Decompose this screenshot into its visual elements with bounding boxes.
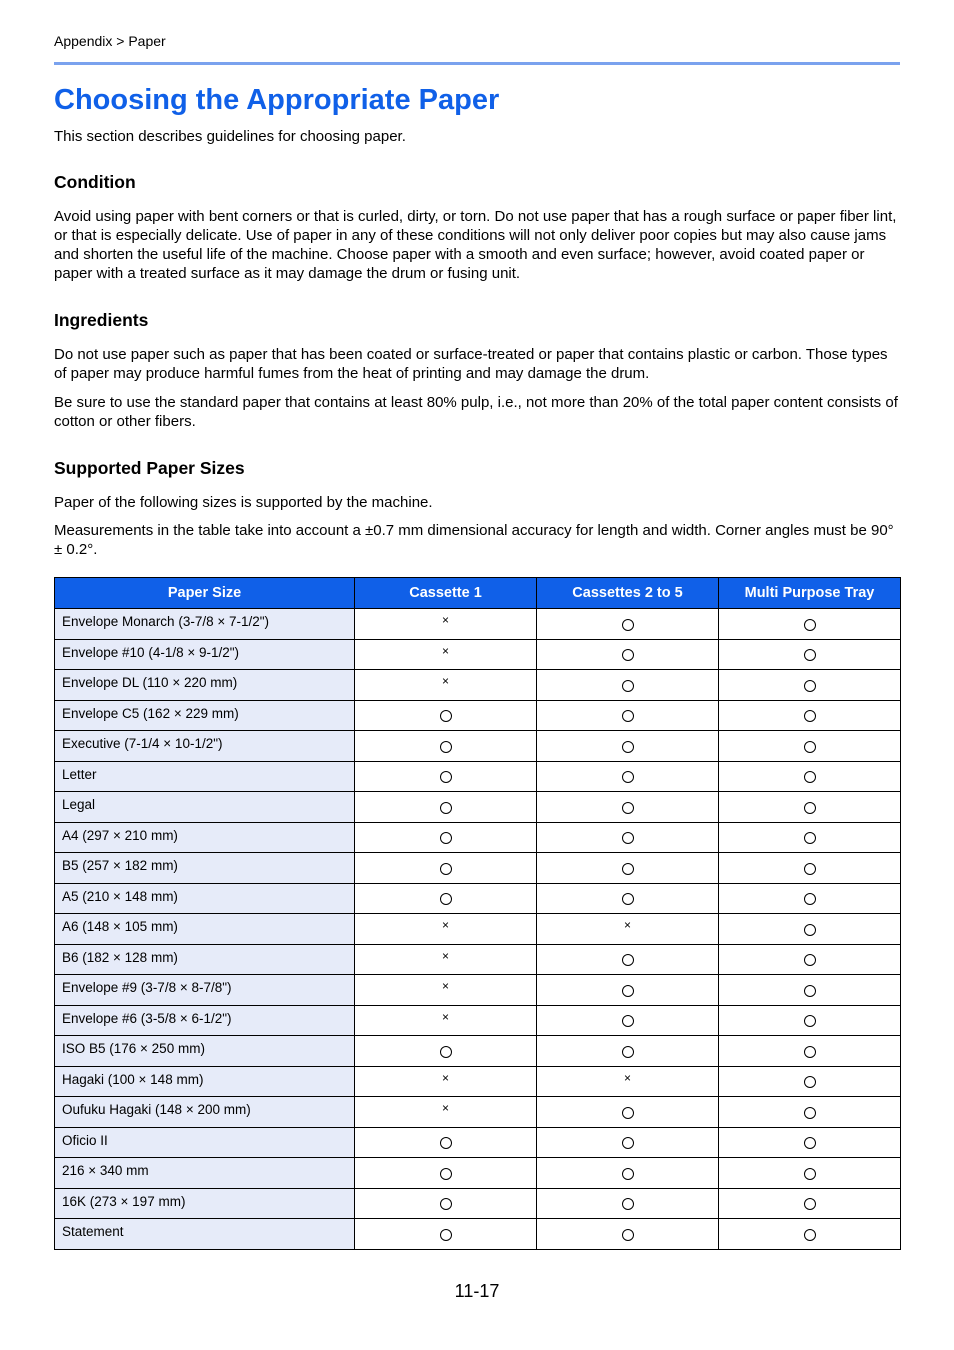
support-cell-c25 bbox=[537, 670, 719, 701]
support-cell-c1 bbox=[355, 761, 537, 792]
circle-icon bbox=[804, 985, 816, 997]
circle-icon bbox=[440, 741, 452, 753]
paper-size-cell: B6 (182 × 128 mm) bbox=[55, 944, 355, 975]
support-cell-mpt bbox=[719, 1127, 901, 1158]
support-cell-c25 bbox=[537, 975, 719, 1006]
sizes-text-2: Measurements in the table take into account a ±0.7 mm dimensional accuracy for length and width. Corner angles must be 90° ± 0.2°. bbox=[54, 522, 894, 558]
cross-icon: × bbox=[441, 918, 449, 933]
circle-icon bbox=[622, 863, 634, 875]
paper-size-cell: Envelope C5 (162 × 229 mm) bbox=[55, 700, 355, 731]
table-row bbox=[55, 1066, 901, 1097]
support-cell-c1 bbox=[355, 1005, 537, 1036]
circle-icon bbox=[804, 680, 816, 692]
header-multi-purpose-tray: Multi Purpose Tray bbox=[719, 578, 901, 609]
circle-icon bbox=[622, 802, 634, 814]
table-row bbox=[55, 1219, 901, 1250]
paper-size-cell: Letter bbox=[55, 761, 355, 792]
support-cell-c1 bbox=[355, 639, 537, 670]
circle-icon bbox=[804, 832, 816, 844]
circle-icon bbox=[622, 741, 634, 753]
support-cell-mpt bbox=[719, 670, 901, 701]
circle-icon bbox=[804, 1046, 816, 1058]
paper-size-cell: B5 (257 × 182 mm) bbox=[55, 853, 355, 884]
cross-icon: × bbox=[441, 1009, 449, 1024]
support-cell-c1 bbox=[355, 975, 537, 1006]
cross-icon: × bbox=[441, 674, 449, 689]
circle-icon bbox=[804, 1229, 816, 1241]
circle-icon bbox=[804, 1168, 816, 1180]
table-row bbox=[55, 853, 901, 884]
table-row bbox=[55, 944, 901, 975]
cross-icon: × bbox=[441, 1101, 449, 1116]
circle-icon bbox=[804, 710, 816, 722]
circle-icon bbox=[804, 1107, 816, 1119]
table-row bbox=[55, 670, 901, 701]
circle-icon bbox=[440, 710, 452, 722]
intro-text: This section describes guidelines for choosing paper. bbox=[54, 128, 406, 145]
support-cell-c25 bbox=[537, 1097, 719, 1128]
support-cell-mpt bbox=[719, 853, 901, 884]
circle-icon bbox=[440, 1046, 452, 1058]
circle-icon bbox=[440, 893, 452, 905]
paper-size-cell: Legal bbox=[55, 792, 355, 823]
circle-icon bbox=[622, 649, 634, 661]
cross-icon: × bbox=[441, 948, 449, 963]
support-cell-c25 bbox=[537, 914, 719, 945]
circle-icon bbox=[622, 1229, 634, 1241]
support-cell-mpt bbox=[719, 761, 901, 792]
paper-size-cell: A5 (210 × 148 mm) bbox=[55, 883, 355, 914]
header-cassettes-2-5: Cassettes 2 to 5 bbox=[537, 578, 719, 609]
page-title: Choosing the Appropriate Paper bbox=[54, 84, 500, 116]
support-cell-c1 bbox=[355, 883, 537, 914]
support-cell-c1 bbox=[355, 944, 537, 975]
support-cell-c1 bbox=[355, 853, 537, 884]
paper-size-cell: A4 (297 × 210 mm) bbox=[55, 822, 355, 853]
circle-icon bbox=[804, 649, 816, 661]
support-cell-c25 bbox=[537, 853, 719, 884]
cross-icon: × bbox=[623, 918, 631, 933]
circle-icon bbox=[622, 954, 634, 966]
table-row bbox=[55, 1127, 901, 1158]
support-cell-c25 bbox=[537, 700, 719, 731]
circle-icon bbox=[622, 680, 634, 692]
paper-size-cell: Envelope #6 (3-5/8 × 6-1/2") bbox=[55, 1005, 355, 1036]
support-cell-mpt bbox=[719, 1219, 901, 1250]
support-cell-mpt bbox=[719, 609, 901, 640]
circle-icon bbox=[622, 1168, 634, 1180]
support-cell-c25 bbox=[537, 639, 719, 670]
paper-size-cell: Statement bbox=[55, 1219, 355, 1250]
table-row bbox=[55, 1188, 901, 1219]
header-paper-size: Paper Size bbox=[55, 578, 355, 609]
support-cell-mpt bbox=[719, 975, 901, 1006]
page-number: 11-17 bbox=[454, 1281, 500, 1301]
paper-size-cell: Executive (7-1/4 × 10-1/2") bbox=[55, 731, 355, 762]
paper-size-cell: Envelope #9 (3-7/8 × 8-7/8") bbox=[55, 975, 355, 1006]
support-cell-c1 bbox=[355, 731, 537, 762]
support-cell-c25 bbox=[537, 1158, 719, 1189]
support-cell-c1 bbox=[355, 1127, 537, 1158]
table-row bbox=[55, 822, 901, 853]
support-cell-c25 bbox=[537, 761, 719, 792]
support-cell-c25 bbox=[537, 1005, 719, 1036]
support-cell-mpt bbox=[719, 944, 901, 975]
support-cell-c1 bbox=[355, 700, 537, 731]
paper-size-cell: Envelope DL (110 × 220 mm) bbox=[55, 670, 355, 701]
support-cell-c1 bbox=[355, 1097, 537, 1128]
circle-icon bbox=[804, 924, 816, 936]
circle-icon bbox=[804, 741, 816, 753]
support-cell-c25 bbox=[537, 1036, 719, 1067]
circle-icon bbox=[804, 1015, 816, 1027]
circle-icon bbox=[804, 954, 816, 966]
table-row bbox=[55, 883, 901, 914]
support-cell-mpt bbox=[719, 1097, 901, 1128]
support-cell-c25 bbox=[537, 944, 719, 975]
ingredients-text-2: Be sure to use the standard paper that contains at least 80% pulp, i.e., not more than 20% of the total paper content consists of cotton or other fibers. bbox=[54, 394, 898, 430]
paper-size-cell: Envelope Monarch (3-7/8 × 7-1/2") bbox=[55, 609, 355, 640]
table-row bbox=[55, 914, 901, 945]
support-cell-c1 bbox=[355, 914, 537, 945]
paper-size-cell: Envelope #10 (4-1/8 × 9-1/2") bbox=[55, 639, 355, 670]
support-cell-c1 bbox=[355, 822, 537, 853]
support-cell-c1 bbox=[355, 609, 537, 640]
cross-icon: × bbox=[441, 1070, 449, 1085]
circle-icon bbox=[440, 1198, 452, 1210]
circle-icon bbox=[622, 710, 634, 722]
support-cell-c25 bbox=[537, 1127, 719, 1158]
circle-icon bbox=[804, 771, 816, 783]
support-cell-c1 bbox=[355, 1066, 537, 1097]
circle-icon bbox=[440, 1168, 452, 1180]
circle-icon bbox=[622, 1046, 634, 1058]
table-row bbox=[55, 792, 901, 823]
circle-icon bbox=[804, 619, 816, 631]
table-row bbox=[55, 1158, 901, 1189]
support-cell-c25 bbox=[537, 1188, 719, 1219]
paper-size-cell: 16K (273 × 197 mm) bbox=[55, 1188, 355, 1219]
table-body bbox=[55, 609, 901, 1250]
table-row bbox=[55, 761, 901, 792]
table-row bbox=[55, 1097, 901, 1128]
support-cell-c1 bbox=[355, 1158, 537, 1189]
table-row bbox=[55, 1005, 901, 1036]
table-row bbox=[55, 975, 901, 1006]
condition-heading: Condition bbox=[54, 172, 136, 192]
circle-icon bbox=[440, 802, 452, 814]
paper-size-cell: Hagaki (100 × 148 mm) bbox=[55, 1066, 355, 1097]
circle-icon bbox=[804, 863, 816, 875]
paper-size-cell: 216 × 340 mm bbox=[55, 1158, 355, 1189]
circle-icon bbox=[622, 771, 634, 783]
circle-icon bbox=[440, 771, 452, 783]
support-cell-mpt bbox=[719, 1158, 901, 1189]
support-cell-mpt bbox=[719, 731, 901, 762]
circle-icon bbox=[622, 1198, 634, 1210]
support-cell-mpt bbox=[719, 1036, 901, 1067]
cross-icon: × bbox=[441, 979, 449, 994]
table-row bbox=[55, 639, 901, 670]
cross-icon: × bbox=[441, 643, 449, 658]
condition-text: Avoid using paper with bent corners or that is curled, dirty, or torn. Do not use paper that has a rough surface or paper fiber lint, or that is especially delicate. Use of paper in any of these conditions will not only deliver poor copies but may also cause jams and shorten the useful life of the machine. Choose paper with a smooth and even surface; however, avoid coated paper or paper with a treated surface as it may damage the drum or fusing unit. bbox=[54, 208, 897, 282]
breadcrumb: Appendix > Paper bbox=[54, 33, 166, 49]
circle-icon bbox=[622, 1107, 634, 1119]
support-cell-c1 bbox=[355, 670, 537, 701]
sizes-heading: Supported Paper Sizes bbox=[54, 458, 245, 478]
support-cell-c1 bbox=[355, 1188, 537, 1219]
support-cell-mpt bbox=[719, 883, 901, 914]
table-row bbox=[55, 731, 901, 762]
circle-icon bbox=[804, 893, 816, 905]
circle-icon bbox=[622, 985, 634, 997]
paper-size-cell: ISO B5 (176 × 250 mm) bbox=[55, 1036, 355, 1067]
table-row bbox=[55, 1036, 901, 1067]
support-cell-c25 bbox=[537, 609, 719, 640]
paper-size-table bbox=[54, 577, 901, 1250]
circle-icon bbox=[622, 619, 634, 631]
ingredients-heading: Ingredients bbox=[54, 310, 149, 330]
circle-icon bbox=[440, 1137, 452, 1149]
support-cell-mpt bbox=[719, 914, 901, 945]
paper-size-cell: A6 (148 × 105 mm) bbox=[55, 914, 355, 945]
circle-icon bbox=[804, 1076, 816, 1088]
table-row bbox=[55, 700, 901, 731]
circle-icon bbox=[804, 1198, 816, 1210]
circle-icon bbox=[804, 1137, 816, 1149]
paper-size-cell: Oficio II bbox=[55, 1127, 355, 1158]
circle-icon bbox=[622, 1137, 634, 1149]
cross-icon: × bbox=[623, 1070, 631, 1085]
support-cell-mpt bbox=[719, 1005, 901, 1036]
support-cell-mpt bbox=[719, 822, 901, 853]
support-cell-c25 bbox=[537, 731, 719, 762]
paper-size-cell: Oufuku Hagaki (148 × 200 mm) bbox=[55, 1097, 355, 1128]
table-header-row bbox=[55, 578, 901, 609]
support-cell-c25 bbox=[537, 883, 719, 914]
header-cassette-1: Cassette 1 bbox=[355, 578, 537, 609]
ingredients-text-1: Do not use paper such as paper that has been coated or surface-treated or paper that contains plastic or carbon. Those types of paper may produce harmful fumes from the heat of printing and may damage the drum. bbox=[54, 346, 888, 382]
circle-icon bbox=[804, 802, 816, 814]
support-cell-mpt bbox=[719, 1066, 901, 1097]
support-cell-c25 bbox=[537, 792, 719, 823]
circle-icon bbox=[622, 1015, 634, 1027]
circle-icon bbox=[622, 832, 634, 844]
table-row bbox=[55, 609, 901, 640]
circle-icon bbox=[622, 893, 634, 905]
sizes-text-1: Paper of the following sizes is supported by the machine. bbox=[54, 494, 433, 511]
support-cell-c1 bbox=[355, 1036, 537, 1067]
support-cell-c25 bbox=[537, 822, 719, 853]
support-cell-mpt bbox=[719, 700, 901, 731]
support-cell-c1 bbox=[355, 1219, 537, 1250]
circle-icon bbox=[440, 863, 452, 875]
support-cell-c25 bbox=[537, 1219, 719, 1250]
cross-icon: × bbox=[441, 613, 449, 628]
support-cell-mpt bbox=[719, 639, 901, 670]
support-cell-c1 bbox=[355, 792, 537, 823]
support-cell-c25 bbox=[537, 1066, 719, 1097]
circle-icon bbox=[440, 832, 452, 844]
support-cell-mpt bbox=[719, 792, 901, 823]
header-rule bbox=[54, 62, 900, 65]
support-cell-mpt bbox=[719, 1188, 901, 1219]
circle-icon bbox=[440, 1229, 452, 1241]
